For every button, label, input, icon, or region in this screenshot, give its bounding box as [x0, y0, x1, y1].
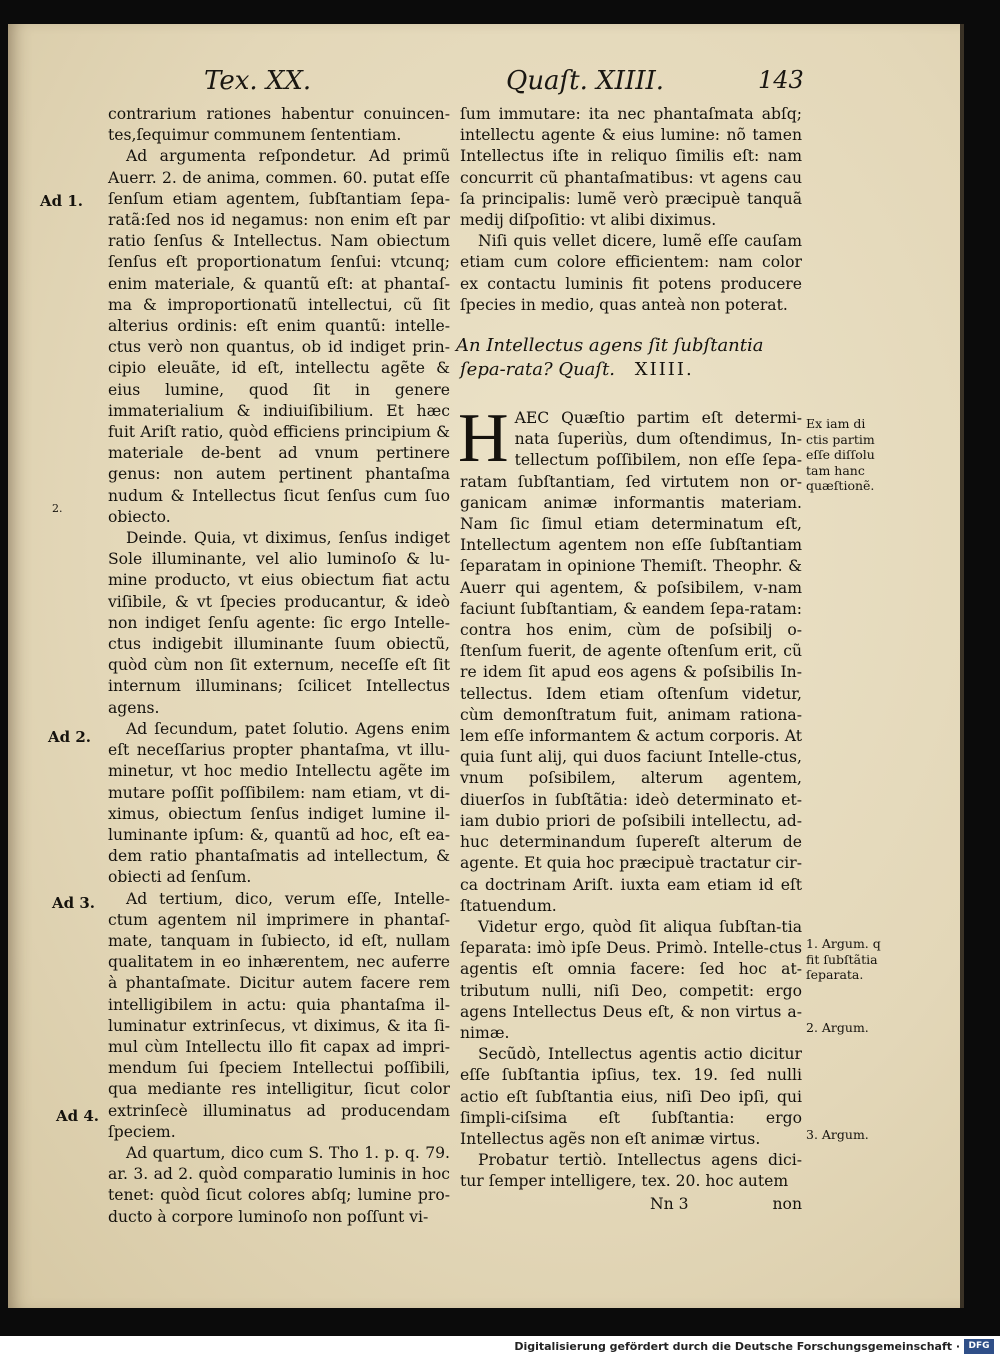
- paragraph: Probatur tertiò. Intellectus agens dici-tur ſemper intelligere, tex. 20. hoc autem: [460, 1151, 802, 1191]
- paragraph: ſum immutare: ita nec phantaſmata abſq; intellectu agente & eius lumine: nõ tamen Intellectus iſte in reliquo ſimilis eſt: nam concurrit cũ phantaſmatibus: vt agens cau ſa principalis: lumẽ verò præcipuè tanquã medij diſpoſitio: vt alibi diximus.: [460, 105, 802, 230]
- margin-note-ad3: Ad 3.: [52, 894, 96, 912]
- paragraph: Videtur ergo, quòd ſit aliqua ſubſtan-tia ſeparata: imò ipſe Deus. Primò. Intelle-ctus agentis eſt omnia facere: ſed hoc at-tributum nulli, niſi Deo, competit: ergo agens Intellectus Deus eſt, & non virtus a-nimæ.: [460, 917, 802, 1042]
- dfg-logo: DFG: [964, 1339, 994, 1354]
- margin-note-argum-3: 3. Argum.: [806, 1127, 869, 1142]
- question-number: XIIII.: [634, 359, 694, 381]
- margin-note-ex-iam: Ex iam di ctis partim eſſe diſſolu tam hanc quæſtionẽ.: [806, 416, 875, 493]
- catchword: non: [772, 1194, 802, 1213]
- margin-note-ad1: Ad 1.: [40, 192, 84, 210]
- page-number: 143: [758, 66, 804, 94]
- paragraph: contrarium rationes habentur conuincen-tes,ſequimur communem ſententiam.: [108, 105, 450, 145]
- funding-credit: Digitalisierung gefördert durch die Deutsche Forschungsgemeinschaft ·: [514, 1340, 960, 1353]
- paragraph: Ad quartum, dico cum S. Tho 1. p. q. 79. ar. 3. ad 2. quòd comparatio luminis in hoc tenet: quòd ſicut colores abſq; lumine pro-ducto à corpore luminoſo non poſſunt vi-: [108, 1143, 450, 1226]
- signature-mark: Nn 3: [650, 1194, 689, 1213]
- paragraph: Ad ſecundum, patet ſolutio. Agens enim eſt neceſſarius propter phantaſma, vt illu-minetur, vt hoc medio Intellectu agẽte im mutare poſſit poſſibilem: nam etiam, vt di-ximus, obiectum ſenſus indiget lumine il-luminante ipſum: &, quantũ ad hoc, eſt ea-dem ratio phantaſmatis ad intellectum, & obiecti ad ſenſum.: [108, 719, 450, 887]
- drop-cap: H: [458, 400, 509, 478]
- left-text-column: [108, 104, 450, 1228]
- question-title: [456, 334, 802, 382]
- paragraph: Ad tertium, dico, verum eſſe, Intelle-ctum agentem nil imprimere in phantaſ-mate, tanquam in ſubiecto, id eſt, nullam qualitatem in eo inhærentem, nec auferre à phantaſmate. Dicitur autem facere rem intelligibilem in actu: quia phantaſma il-luminatur extrinſecus, vt diximus, & ita ſi-mul cùm Intellectu illo fit capax ad impri-mendum ſui ſpeciem Intellectui poſſibili, qua mediante res intelligitur, ſicut color extrinſecè illuminatus ad producendam ſpeciem.: [108, 889, 450, 1141]
- margin-note-ad4: Ad 4.: [56, 1107, 100, 1125]
- paragraph: Ad argumenta reſpondetur. Ad primũ Auerr. 2. de anima, commen. 60. putat eſſe ſenſum etiam agentem, ſubſtantiam ſepa-ratã:ſed nos id negamus: non enim eſt par ratio ſenſus & Intellectus. Nam obiectum ſenſus eſt proportionatum ſenſui: vtcunq; enim materiale, & quantũ eſt: at phantaſ-ma & improportionatũ intellectui, cũ ſit alterius ordinis: eſt enim quantũ: intelle-ctus verò non quantus, ob id indiget prin-cipio eleuãte, id eſt, intellectu agẽte & eius lumine, quod ſit in genere immaterialium & indiuiſibilium. Et hæc fuit Ariſt ratio, quòd efficiens principium & materiale de-bent ad vnum pertinere genus: non autem pertinent phantaſma nudum & Intellectus ſicut ſenſus cum ſuo obiecto.: [108, 147, 450, 526]
- running-head-left: Tex. XX.: [204, 66, 312, 96]
- digitization-footer: [0, 1336, 1000, 1358]
- margin-note-ad2: Ad 2.: [48, 728, 92, 746]
- paragraph: AEC Quæſtio partim eſt determi-nata ſuperiùs, dum oſtendimus, In-tellectum poſſibilem, non eſſe ſepa-ratam ſubſtantiam, ſed virtutem non or-ganicam animæ informantis materiam. Nam ſic ſimul etiam determinatum eſt, Intellectum agentem non eſſe ſubſtantiam ſeparatam in opinione Themiſt. Theophr. & Auerr qui agentem, & poſsibilem, v-nam faciunt ſubſtantiam, & eandem ſepa-ratam: contra hos enim, cùm de poſsibilj o-ſtenſum fuerit, de agente oſtenſum erit, cũ re idem ſit apud eos agens & poſsibilis In-tellectus. Idem etiam oſtenſum videtur, cùm demonſtratum fuit, animam rationa-lem eſſe informantem & actum corporis. At quia ſunt alij, qui duos faciunt Intelle-ctus, vnum poſsibilem, alterum agentem, diuerſos in ſubſtãtia: ideò determinato et-iam dubio priori de poſsibili intellectu, ad-huc determinandum ſupereſt alterum de agente. Et quia hoc præcipuè tractatur cir-ca doctrinam Ariſt. iuxta eam etiam id eſt ſtatuendum.: [460, 409, 802, 915]
- question-title-text: An Intellectus agens ſit ſubſtantia ſepa-rata? Quaſt.: [456, 335, 764, 381]
- paragraph: Secũdò, Intellectus agentis actio dicitur eſſe ſubſtantia ipſius, tex. 19. ſed nulli actio eſt ſubſtantia eius, niſi Deo ipſi, qui ſimpli-ciſsima eſt ſubſtantia: ergo Intellectus agẽs non eſt animæ virtus.: [460, 1045, 802, 1148]
- right-text-column: [456, 104, 802, 1215]
- paragraph: Deinde. Quia, vt diximus, ſenſus indiget Sole illuminante, vel alio luminoſo & lu-mine producto, vt eius obiectum fiat actu viſibile, & vt ſpecies producantur, & ideò non indiget ſenſu agente: ſic ergo Intelle-ctus indigebit illuminante ſuum obiectũ, quòd cùm non ſit externum, neceſſe eſt ſit internum illuminans; ſcilicet Intellectus agens.: [108, 529, 450, 717]
- margin-note-argum-2: 2. Argum.: [806, 1020, 869, 1035]
- paragraph: Niſi quis vellet dicere, lumẽ eſſe cauſam etiam cum colore efficientem: nam color ex contactu luminis fit potens producere ſpecies in medio, quas anteà non poterat.: [460, 232, 802, 314]
- running-head-question: Quaſt. XIIII.: [506, 66, 665, 96]
- margin-note-argum-1: 1. Argum. q fit ſubſtãtia ſeparata.: [806, 936, 881, 982]
- book-page: [8, 24, 964, 1308]
- page-footer-line: [460, 1194, 802, 1215]
- margin-note-2: 2.: [52, 502, 63, 515]
